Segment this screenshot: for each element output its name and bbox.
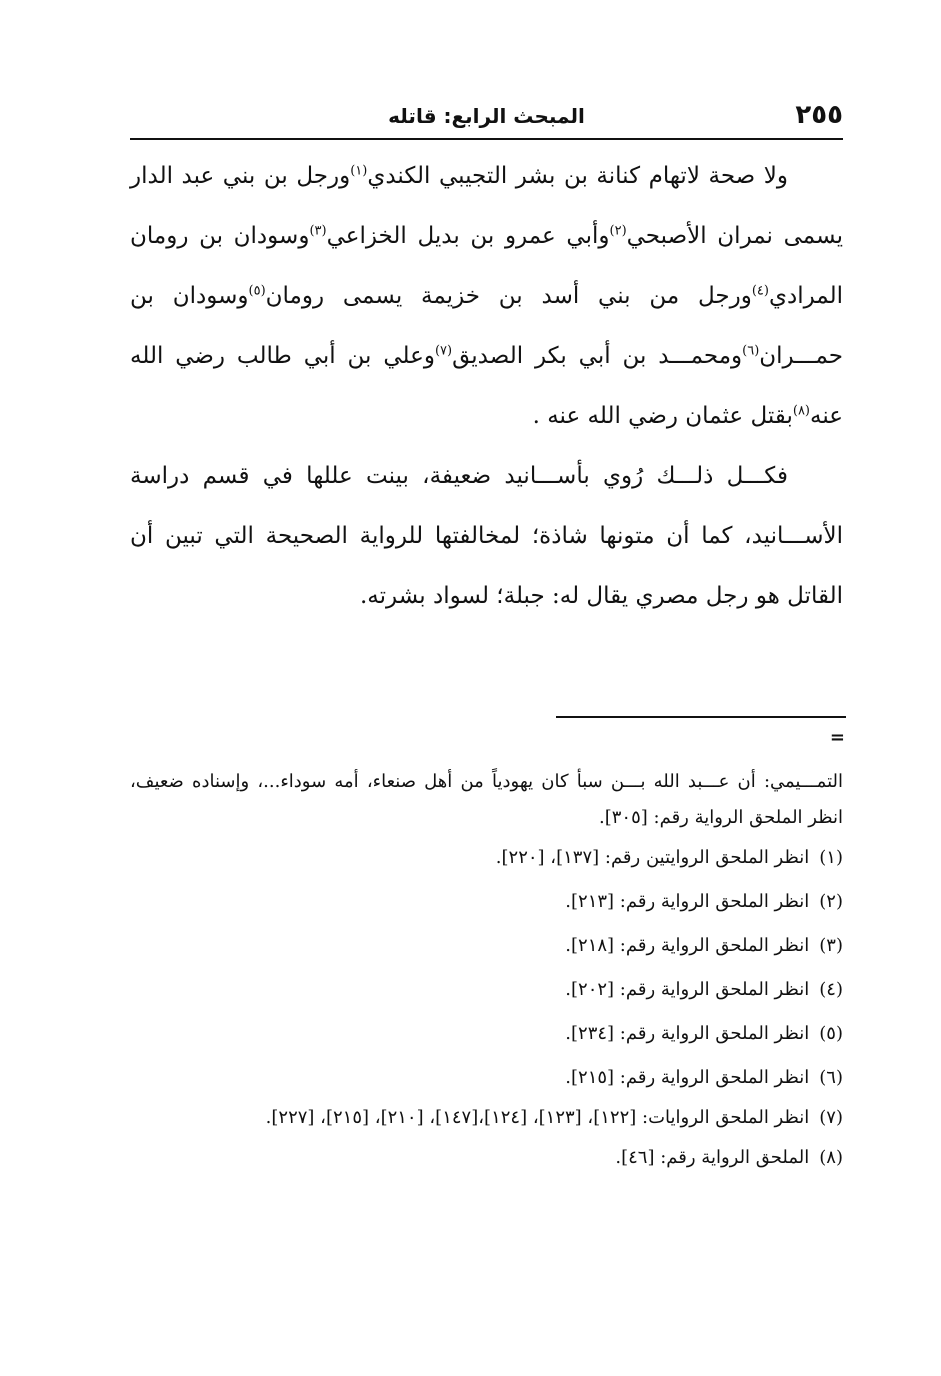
footnote-2 xyxy=(130,880,843,924)
page-header xyxy=(130,100,843,140)
footnote-6 xyxy=(130,1056,843,1100)
footnote-5 xyxy=(130,1012,843,1056)
footnote-3 xyxy=(130,924,843,968)
paragraph-1 xyxy=(130,146,843,446)
page-number: ٢٥٥ xyxy=(795,100,843,130)
paragraph-1-text-6: وسودان بن حمـــران xyxy=(130,283,843,369)
footnote-text: الملحق الرواية رقم: [٤٦]. xyxy=(615,1147,810,1168)
footnote-text: انظر الملحق الرواية رقم: [٢١٨]. xyxy=(565,935,810,956)
footnote-continuation-marker: = xyxy=(829,727,845,748)
footnote-number: (٧) xyxy=(819,1107,843,1128)
footnote-text: انظر الملحق الروايتين رقم: [١٣٧]، [٢٢٠]. xyxy=(495,847,810,868)
footnote-number: (٨) xyxy=(819,1147,843,1168)
paragraph-1-text-4: وسودان بن رومان المرادي xyxy=(130,223,843,309)
footnote-ref-2[interactable]: (٢) xyxy=(609,223,627,239)
footnote-number: (٢) xyxy=(819,891,843,912)
paragraph-1-text-1: ولا صحة لاتهام كنانة بن بشر التجيبي الكندي xyxy=(367,163,788,189)
footnote-text: انظر الملحق الرواية رقم: [٢٣٤]. xyxy=(565,1023,810,1044)
paragraph-1-text-2: ورجل بن بني عبد الدار يسمى نمران الأصبحي xyxy=(130,163,843,249)
footnote-ref-1[interactable]: (١) xyxy=(350,163,368,179)
footnote-number: (٤) xyxy=(819,979,843,1000)
footnotes xyxy=(130,764,843,1180)
footnote-ref-7[interactable]: (٧) xyxy=(434,343,453,359)
footnote-text: انظر الملحق الرواية رقم: [٢٠٢]. xyxy=(565,979,810,1000)
running-title: المبحث الرابع: قاتله xyxy=(388,104,585,128)
footnote-ref-6[interactable]: (٦) xyxy=(742,343,760,359)
paragraph-1-text-9: بقتل عثمان رضي الله عنه . xyxy=(532,403,793,429)
paragraph-2: فكـــل ذلـــك رُوي بأســـانيد ضعيفة، بينت عللها في قسم دراسة الأســـانيد، كما أن متونها شاذة؛ لمخالفتها للرواية الصحيحة التي تبين أن القاتل هو رجل مصري يقال له: جبلة؛ لسواد بشرته. xyxy=(130,463,843,609)
footnote-1 xyxy=(130,836,843,880)
paragraph-1-text-5: ورجل من بني أسد بن خزيمة يسمى رومان xyxy=(265,283,752,309)
footnote-ref-8[interactable]: (٨) xyxy=(792,403,810,419)
footnote-ref-4[interactable]: (٤) xyxy=(751,283,769,299)
footnote-continuation: التمـــيمي: أن عـــبد الله بـــن سبأ كان يهودياً من أهل صنعاء، أمه سوداء...، وإسناده ضعيف، انظر الملحق الرواية رقم: [٣٠٥]. xyxy=(130,771,843,828)
footnote-text: انظر الملحق الرواية رقم: [٢١٥]. xyxy=(565,1067,810,1088)
paragraph-1-text-3: وأبي عمرو بن بديل الخزاعي xyxy=(326,223,610,249)
footnote-ref-5[interactable]: (٥) xyxy=(248,283,266,299)
footnote-number: (١) xyxy=(819,847,843,868)
footnote-number: (٣) xyxy=(819,935,843,956)
footnote-separator xyxy=(556,716,846,718)
footnote-text: انظر الملحق الروايات: [١٢٢]، [١٢٣]، [١٢٤]،[١٤٧]، [٢١٠]، [٢١٥]، [٢٢٧]. xyxy=(265,1107,810,1128)
footnote-number: (٥) xyxy=(819,1023,843,1044)
paragraph-1-text-7: ومحمـــد بن أبي بكر الصديق xyxy=(452,343,743,369)
footnote-number: (٦) xyxy=(819,1067,843,1088)
footnote-4 xyxy=(130,968,843,1012)
paragraph-1-text-8: وعلي بن أبي طالب رضي الله عنه xyxy=(130,343,843,429)
footnote-7 xyxy=(130,1100,843,1136)
main-text xyxy=(130,146,843,626)
footnote-text: انظر الملحق الرواية رقم: [٢١٣]. xyxy=(565,891,810,912)
footnote-ref-3[interactable]: (٣) xyxy=(309,223,327,239)
footnote-8 xyxy=(130,1136,843,1180)
